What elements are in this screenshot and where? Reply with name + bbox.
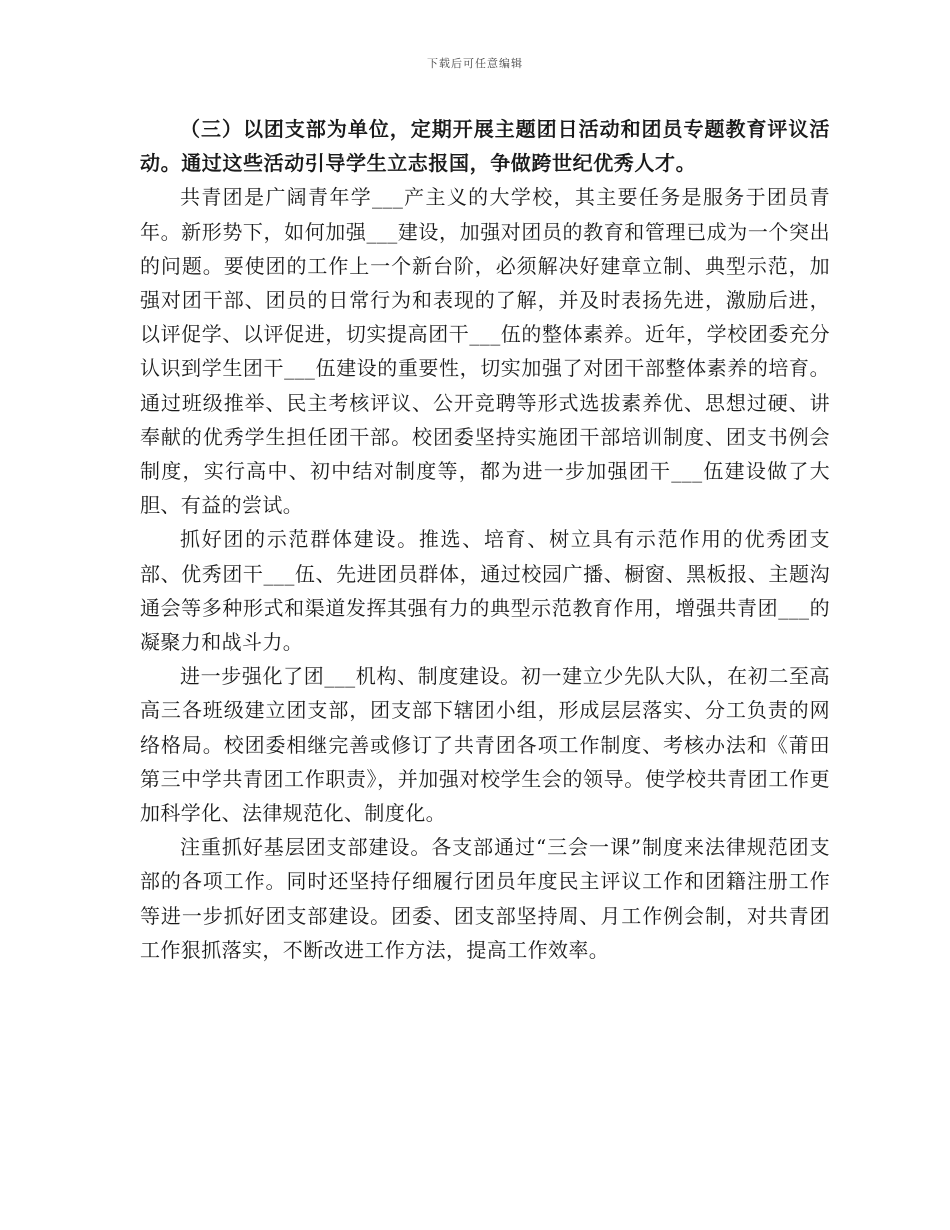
document-body <box>140 112 830 967</box>
body-paragraph-organization: 进一步强化了团___机构、制度建设。初一建立少先队大队，在初二至高高三各班级建立团支部，团支部下辖团小组，形成层层落实、分工负责的网络格局。校团委相继完善或修订了共青团各项工作制度、考核办法和《莆田第三中学共青团工作职责》，并加强对校学生会的领导。使学校共青团工作更加科学化、法律规范化、制度化。 <box>140 664 830 826</box>
page-header-note: 下载后可任意编辑 <box>427 57 523 70</box>
section-heading-paragraph: （三）以团支部为单位，定期开展主题团日活动和团员专题教育评议活动。通过这些活动引导学生立志报国，争做跨世纪优秀人才。 <box>140 117 830 176</box>
body-paragraph-model-groups: 抓好团的示范群体建设。推选、培育、树立具有示范作用的优秀团支部、优秀团干___伍、先进团员群体，通过校园广播、橱窗、黑板报、主题沟通会等多种形式和渠道发挥其强有力的典型示范教育作用，增强共青团___的凝聚力和战斗力。 <box>140 527 830 655</box>
body-paragraph-branch-building: 注重抓好基层团支部建设。各支部通过“三会一课”制度来法律规范团支部的各项工作。同时还坚持仔细履行团员年度民主评议工作和团籍注册工作等进一步抓好团支部建设。团委、团支部坚持周、月工作例会制，对共青团工作狠抓落实，不断改进工作方法，提高工作效率。 <box>140 835 830 962</box>
body-paragraph-league-cadre: 共青团是广阔青年学___产主义的大学校，其主要任务是服务于团员青年。新形势下，如何加强___建设，加强对团员的教育和管理已成为一个突出的问题。要使团的工作上一个新台阶，必须解决好建章立制、典型示范，加强对团干部、团员的日常行为和表现的了解，并及时表扬先进，激励后进，以评促学、以评促进，切实提高团干___伍的整体素养。近年，学校团委充分认识到学生团干___伍建设的重要性，切实加强了对团干部整体素养的培育。通过班级推举、民主考核评议、公开竞聘等形式选拔素养优、思想过硬、讲奉献的优秀学生担任团干部。校团委坚持实施团干部培训制度、团支书例会制度，实行高中、初中结对制度等，都为进一步加强团干___伍建设做了大胆、有益的尝试。 <box>140 185 830 518</box>
